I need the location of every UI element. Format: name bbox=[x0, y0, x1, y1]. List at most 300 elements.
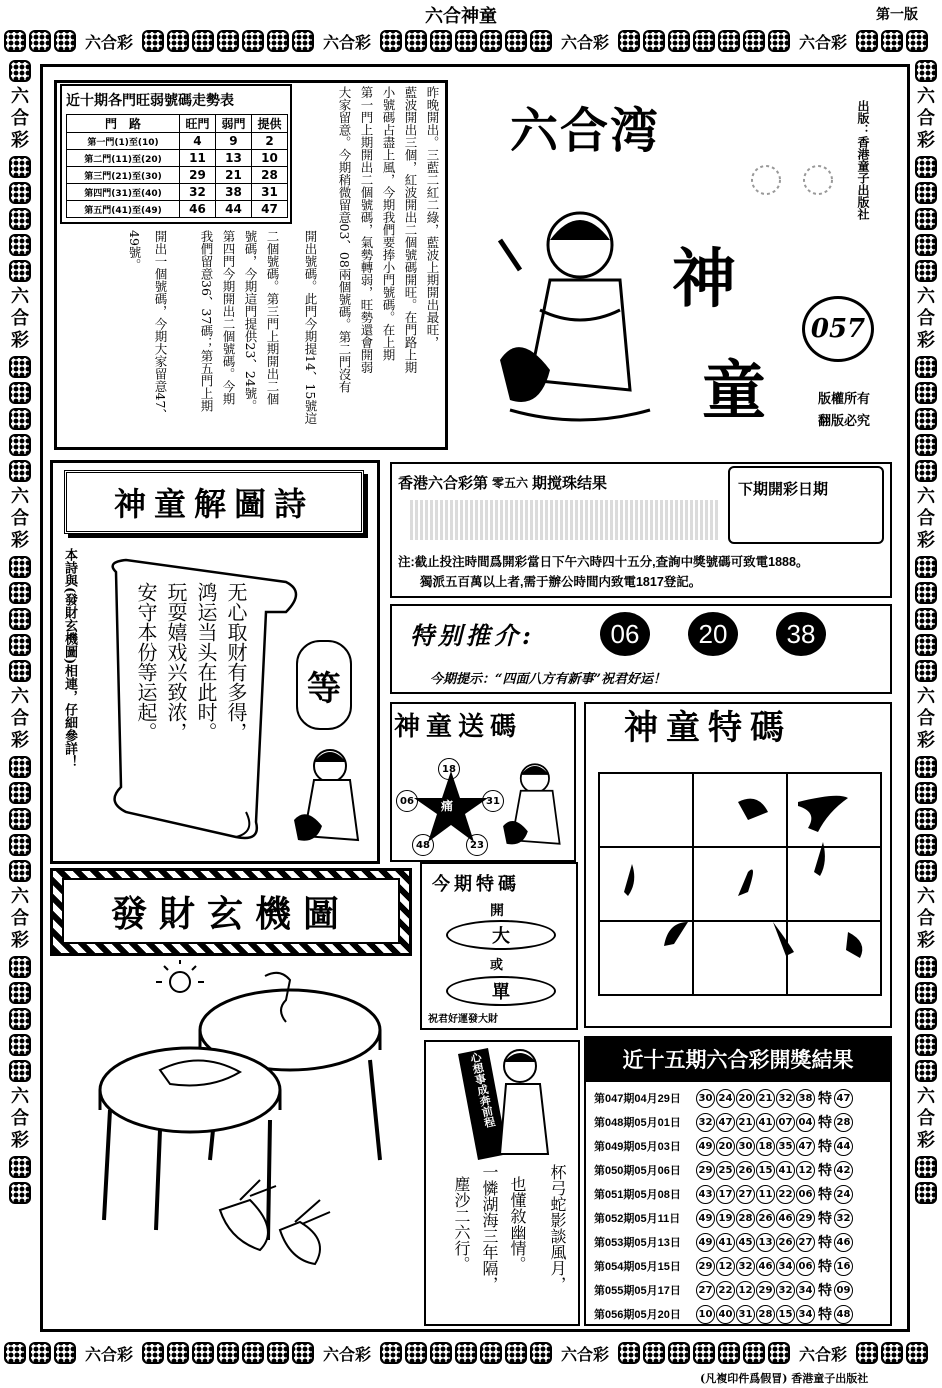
fortune-illustration bbox=[90, 960, 420, 1290]
brand-text: 六合彩 bbox=[11, 86, 29, 151]
child-small-illustration bbox=[286, 740, 372, 850]
result-ball: 12 bbox=[796, 1161, 815, 1180]
dice-icon bbox=[9, 756, 31, 778]
footer-note: (凡複印件爲假冒) 香港童子出版社 bbox=[700, 1372, 869, 1385]
result-ball: 29 bbox=[756, 1281, 775, 1300]
draw-title-left: 香港六合彩第 bbox=[398, 473, 489, 492]
result-ball: 34 bbox=[776, 1257, 795, 1276]
special-ball: 48 bbox=[834, 1305, 853, 1324]
poem-line-1: 无心取财有多得， bbox=[224, 582, 248, 742]
dice-icon bbox=[906, 1342, 928, 1364]
result-ball: 40 bbox=[716, 1305, 735, 1324]
dice-icon bbox=[915, 782, 937, 804]
poem2-line-1: 杯弓蛇影談風月， bbox=[548, 1164, 567, 1292]
today-code-or: 或 bbox=[490, 958, 504, 973]
gate-cell: 第一門(1)至(10) bbox=[67, 133, 180, 150]
dice-icon bbox=[192, 1342, 214, 1364]
special-ball: 28 bbox=[834, 1113, 853, 1132]
dice-icon bbox=[668, 1342, 690, 1364]
coin-icons bbox=[746, 162, 846, 198]
result-ball: 21 bbox=[736, 1113, 755, 1132]
dice-icon bbox=[29, 30, 51, 52]
poem-line-3: 玩耍嬉戏兴致浓， bbox=[164, 582, 188, 742]
result-label: 第048期05月01日 bbox=[594, 1117, 681, 1129]
dice-icon bbox=[9, 834, 31, 856]
result-ball: 49 bbox=[696, 1137, 715, 1156]
dice-icon bbox=[915, 660, 937, 682]
result-ball: 28 bbox=[736, 1209, 755, 1228]
cell: 38 bbox=[215, 184, 251, 201]
result-ball: 12 bbox=[736, 1281, 755, 1300]
gift-number-ball: 48 bbox=[412, 834, 434, 856]
dice-icon bbox=[192, 30, 214, 52]
result-ball: 15 bbox=[756, 1161, 775, 1180]
dice-icon bbox=[9, 608, 31, 630]
brand-text: 六合彩 bbox=[799, 32, 848, 52]
result-ball: 35 bbox=[776, 1137, 795, 1156]
analysis-col: 49號。 bbox=[127, 230, 142, 271]
child-banner-illustration bbox=[448, 1044, 558, 1164]
rights-line-2: 翻版必究 bbox=[818, 414, 871, 429]
result-ball: 27 bbox=[796, 1233, 815, 1252]
analysis-col: 藍波開出三個，紅波開出二個號碼開旺。在門路上期 bbox=[403, 86, 418, 374]
result-ball: 10 bbox=[696, 1305, 715, 1324]
cell: 47 bbox=[251, 201, 287, 218]
special-label: 特 bbox=[818, 1259, 832, 1275]
logo-title-top: 六合湾 bbox=[510, 103, 661, 159]
poem2-line-3: 一憐湖海三年隔， bbox=[480, 1164, 499, 1292]
special-label: 特别推介: bbox=[410, 621, 535, 650]
fortune-title: 發財玄機圖 bbox=[62, 878, 400, 944]
dice-icon bbox=[9, 982, 31, 1004]
dice-icon bbox=[915, 556, 937, 578]
dice-icon bbox=[693, 30, 715, 52]
issue-badge bbox=[802, 296, 874, 362]
special-label: 特 bbox=[818, 1211, 832, 1227]
brand-text: 六合彩 bbox=[11, 486, 29, 551]
special-number-ball: 38 bbox=[776, 612, 826, 656]
dice-icon bbox=[9, 356, 31, 378]
dice-icon bbox=[915, 182, 937, 204]
table-header-row bbox=[67, 115, 288, 133]
special-ball: 09 bbox=[834, 1281, 853, 1300]
dice-icon bbox=[768, 1342, 790, 1364]
cell: 4 bbox=[179, 133, 215, 150]
result-ball: 24 bbox=[716, 1089, 735, 1108]
dice-icon bbox=[915, 834, 937, 856]
dice-icon bbox=[856, 1342, 878, 1364]
result-ball: 45 bbox=[736, 1233, 755, 1252]
result-ball: 31 bbox=[736, 1305, 755, 1324]
special-label: 特 bbox=[818, 1091, 832, 1107]
gate-cell: 第四門(31)至(40) bbox=[67, 184, 180, 201]
poem-note: 本詩與(發財玄機圖)相連，仔細參詳！ bbox=[62, 548, 77, 769]
gate-cell: 第三門(21)至(30) bbox=[67, 167, 180, 184]
result-ball: 28 bbox=[756, 1305, 775, 1324]
brand-text: 六合彩 bbox=[561, 1344, 610, 1364]
poem-line-2: 鸿运当头在此时。 bbox=[194, 582, 218, 742]
result-ball: 49 bbox=[696, 1209, 715, 1228]
brand-text: 六合彩 bbox=[85, 1344, 134, 1364]
dice-icon bbox=[915, 382, 937, 404]
analysis-col: 昨晚開出。三藍二紅二綠，藍波上期開出最旺， bbox=[425, 86, 440, 349]
result-ball: 29 bbox=[696, 1161, 715, 1180]
brand-text: 六合彩 bbox=[11, 286, 29, 351]
result-ball: 06 bbox=[796, 1257, 815, 1276]
dice-icon bbox=[915, 1156, 937, 1178]
result-label: 第052期05月11日 bbox=[594, 1213, 681, 1225]
dice-icon bbox=[915, 756, 937, 778]
brand-text: 六合彩 bbox=[11, 686, 29, 751]
dice-icon bbox=[915, 956, 937, 978]
dice-icon bbox=[455, 30, 477, 52]
result-ball: 41 bbox=[776, 1161, 795, 1180]
cell: 13 bbox=[215, 150, 251, 167]
right-border bbox=[910, 60, 942, 1330]
cell: 44 bbox=[215, 201, 251, 218]
special-tip: 今期提示：“四面八方有新事”祝君好运！ bbox=[430, 672, 666, 687]
dice-icon bbox=[915, 608, 937, 630]
result-ball: 06 bbox=[796, 1185, 815, 1204]
result-ball: 11 bbox=[756, 1185, 775, 1204]
result-ball: 15 bbox=[776, 1305, 795, 1324]
result-ball: 43 bbox=[696, 1185, 715, 1204]
rights-line-1: 版權所有 bbox=[818, 392, 871, 407]
dice-icon bbox=[530, 30, 552, 52]
dice-icon bbox=[915, 356, 937, 378]
draw-note-1: 注:截止投注時間爲開彩當日下午六時四十五分,查詢中獎號碼可致電1888。 bbox=[398, 555, 809, 569]
result-ball: 22 bbox=[716, 1281, 735, 1300]
draw-result-placeholder bbox=[410, 500, 718, 540]
child-figure-illustration bbox=[480, 200, 670, 430]
result-ball: 26 bbox=[736, 1161, 755, 1180]
result-ball: 41 bbox=[756, 1113, 775, 1132]
special-number-ball: 20 bbox=[688, 612, 738, 656]
result-ball: 47 bbox=[796, 1137, 815, 1156]
brand-text: 六合彩 bbox=[917, 886, 935, 951]
brand-text: 六合彩 bbox=[917, 486, 935, 551]
dice-icon bbox=[505, 30, 527, 52]
column-header: 門 路 bbox=[67, 115, 180, 133]
dice-icon bbox=[9, 1008, 31, 1030]
issue-number: 057 bbox=[810, 314, 866, 344]
result-label: 第054期05月15日 bbox=[594, 1261, 681, 1273]
gift-number-ball: 31 bbox=[482, 790, 504, 812]
result-label: 第050期05月06日 bbox=[594, 1165, 681, 1177]
result-ball: 47 bbox=[716, 1113, 735, 1132]
result-row bbox=[594, 1182, 854, 1206]
dice-icon bbox=[718, 1342, 740, 1364]
brand-text: 六合彩 bbox=[917, 1086, 935, 1151]
special-ball: 16 bbox=[834, 1257, 853, 1276]
result-row bbox=[594, 1230, 854, 1254]
result-ball: 32 bbox=[696, 1113, 715, 1132]
result-label: 第055期05月17日 bbox=[594, 1285, 681, 1297]
dice-icon bbox=[9, 156, 31, 178]
publisher-label: 出版：香港童子出版社 bbox=[856, 100, 870, 220]
result-label: 第053期05月13日 bbox=[594, 1237, 681, 1249]
brand-text: 六合彩 bbox=[917, 286, 935, 351]
result-row bbox=[594, 1206, 854, 1230]
result-ball: 30 bbox=[696, 1089, 715, 1108]
brand-text: 六合彩 bbox=[11, 1086, 29, 1151]
column-header: 旺門 bbox=[179, 115, 215, 133]
draw-note-2: 獨派五百萬以上者,需于辦公時間内致電1817登記。 bbox=[420, 575, 702, 589]
cell: 31 bbox=[251, 184, 287, 201]
dice-icon bbox=[881, 30, 903, 52]
gift-number-ball: 23 bbox=[466, 834, 488, 856]
special-label: 特 bbox=[818, 1115, 832, 1131]
analysis-col: 開出一個號碼，今期大家留意47、 bbox=[153, 230, 168, 421]
dice-icon bbox=[9, 182, 31, 204]
dice-icon bbox=[915, 156, 937, 178]
analysis-col: 二個號碼。第三門上期開出二個 bbox=[265, 230, 280, 405]
special-ball: 32 bbox=[834, 1209, 853, 1228]
dice-icon bbox=[455, 1342, 477, 1364]
dice-icon bbox=[167, 1342, 189, 1364]
cell: 46 bbox=[179, 201, 215, 218]
result-row bbox=[594, 1254, 854, 1278]
result-ball: 32 bbox=[776, 1281, 795, 1300]
dice-icon bbox=[142, 30, 164, 52]
result-ball: 17 bbox=[716, 1185, 735, 1204]
dice-icon bbox=[9, 860, 31, 882]
today-code-title: 今期特碼 bbox=[432, 874, 520, 895]
result-label: 第056期05月20日 bbox=[594, 1309, 681, 1321]
special-label: 特 bbox=[818, 1163, 832, 1179]
result-label: 第051期05月08日 bbox=[594, 1189, 681, 1201]
result-ball: 32 bbox=[776, 1089, 795, 1108]
analysis-col: 小號碼占盡上風，今期我們要捧小門號碼。在上期 bbox=[381, 86, 396, 361]
dice-icon bbox=[405, 30, 427, 52]
dice-icon bbox=[915, 434, 937, 456]
cell: 11 bbox=[179, 150, 215, 167]
dice-icon bbox=[380, 30, 402, 52]
result-ball: 13 bbox=[756, 1233, 775, 1252]
today-code-open: 開 bbox=[490, 903, 504, 919]
table-row bbox=[67, 201, 288, 218]
result-ball: 34 bbox=[796, 1305, 815, 1324]
dice-icon bbox=[643, 1342, 665, 1364]
dice-icon bbox=[9, 208, 31, 230]
dice-icon bbox=[9, 234, 31, 256]
today-code-single: 單 bbox=[446, 976, 556, 1006]
special-code-title: 神童特碼 bbox=[624, 708, 792, 748]
dice-icon bbox=[142, 1342, 164, 1364]
dice-icon bbox=[9, 782, 31, 804]
dice-icon bbox=[9, 460, 31, 482]
dice-icon bbox=[9, 556, 31, 578]
dice-icon bbox=[217, 1342, 239, 1364]
result-ball: 20 bbox=[716, 1137, 735, 1156]
trend-table-title: 近十期各門旺弱號碼走勢表 bbox=[66, 93, 234, 109]
gift-title: 神童送碼 bbox=[394, 712, 523, 742]
dice-icon bbox=[167, 30, 189, 52]
dice-icon bbox=[915, 982, 937, 1004]
result-row bbox=[594, 1302, 854, 1326]
page-title: 六合神童 bbox=[425, 6, 497, 27]
dice-icon bbox=[743, 30, 765, 52]
next-draw-label: 下期開彩日期 bbox=[728, 466, 884, 544]
result-ball: 26 bbox=[756, 1209, 775, 1228]
poem-hint-char: 等 bbox=[296, 640, 352, 730]
result-ball: 20 bbox=[736, 1089, 755, 1108]
result-row bbox=[594, 1110, 854, 1134]
brand-text: 六合彩 bbox=[917, 686, 935, 751]
poem2-line-4: 塵沙二六行。 bbox=[452, 1176, 471, 1272]
poem2-line-2: 也懂敘幽情。 bbox=[508, 1176, 527, 1272]
dice-icon bbox=[9, 1060, 31, 1082]
gate-cell: 第二門(11)至(20) bbox=[67, 150, 180, 167]
special-ball: 44 bbox=[834, 1137, 853, 1156]
dice-icon bbox=[643, 30, 665, 52]
dice-icon bbox=[915, 582, 937, 604]
dice-icon bbox=[405, 1342, 427, 1364]
dice-icon bbox=[380, 1342, 402, 1364]
result-ball: 34 bbox=[796, 1281, 815, 1300]
dice-icon bbox=[9, 808, 31, 830]
dice-icon bbox=[480, 30, 502, 52]
dice-icon bbox=[9, 408, 31, 430]
dice-icon bbox=[915, 634, 937, 656]
dice-icon bbox=[915, 234, 937, 256]
dice-icon bbox=[29, 1342, 51, 1364]
cell: 21 bbox=[215, 167, 251, 184]
result-ball: 27 bbox=[696, 1281, 715, 1300]
cell: 2 bbox=[251, 133, 287, 150]
brand-text: 六合彩 bbox=[799, 1344, 848, 1364]
brand-text: 六合彩 bbox=[11, 886, 29, 951]
logo-title-tong: 童 bbox=[702, 354, 766, 429]
poem-line-4: 安守本份等运起。 bbox=[134, 582, 158, 742]
child-small-illustration bbox=[496, 752, 572, 856]
result-ball: 18 bbox=[756, 1137, 775, 1156]
analysis-col: 大家留意。今期稍微留意03、08兩個號碼。第二門沒有 bbox=[337, 86, 352, 393]
gift-number-ball: 18 bbox=[438, 758, 460, 780]
special-ball: 46 bbox=[834, 1233, 853, 1252]
table-row bbox=[67, 133, 288, 150]
top-border bbox=[0, 26, 942, 56]
result-ball: 26 bbox=[776, 1233, 795, 1252]
dice-icon bbox=[915, 460, 937, 482]
table-row bbox=[67, 184, 288, 201]
dice-icon bbox=[743, 1342, 765, 1364]
dice-icon bbox=[9, 660, 31, 682]
table-row bbox=[67, 167, 288, 184]
special-ball: 24 bbox=[834, 1185, 853, 1204]
result-ball: 19 bbox=[716, 1209, 735, 1228]
dice-icon bbox=[915, 408, 937, 430]
dice-icon bbox=[856, 30, 878, 52]
result-row bbox=[594, 1158, 854, 1182]
left-border bbox=[4, 60, 36, 1330]
result-ball: 29 bbox=[796, 1209, 815, 1228]
dice-icon bbox=[915, 60, 937, 82]
results-title: 近十五期六合彩開獎結果 bbox=[584, 1036, 892, 1082]
brand-text: 六合彩 bbox=[323, 1344, 372, 1364]
dice-icon bbox=[9, 634, 31, 656]
analysis-col: 號碼，今期這門提供23、24號。 bbox=[243, 230, 258, 412]
dice-icon bbox=[430, 1342, 452, 1364]
dice-icon bbox=[915, 208, 937, 230]
logo-title-shen: 神 bbox=[672, 242, 736, 317]
analysis-col: 第四門今期開出二個號碼。今期 bbox=[221, 230, 236, 405]
dice-icon bbox=[530, 1342, 552, 1364]
result-label: 第047期04月29日 bbox=[594, 1093, 681, 1105]
dice-icon bbox=[242, 1342, 264, 1364]
special-ball: 42 bbox=[834, 1161, 853, 1180]
result-ball: 21 bbox=[756, 1089, 775, 1108]
dice-icon bbox=[4, 30, 26, 52]
dice-icon bbox=[9, 956, 31, 978]
dice-icon bbox=[9, 582, 31, 604]
dice-icon bbox=[915, 1182, 937, 1204]
special-label: 特 bbox=[818, 1307, 832, 1323]
result-ball: 32 bbox=[736, 1257, 755, 1276]
result-row bbox=[594, 1278, 854, 1302]
dice-icon bbox=[9, 60, 31, 82]
result-ball: 22 bbox=[776, 1185, 795, 1204]
dice-icon bbox=[915, 808, 937, 830]
gift-number-ball: 06 bbox=[396, 790, 418, 812]
dice-icon bbox=[618, 1342, 640, 1364]
dice-icon bbox=[9, 434, 31, 456]
brand-text: 六合彩 bbox=[323, 32, 372, 52]
special-label: 特 bbox=[818, 1187, 832, 1203]
result-ball: 04 bbox=[796, 1113, 815, 1132]
dice-icon bbox=[242, 30, 264, 52]
dice-icon bbox=[915, 260, 937, 282]
result-ball: 29 bbox=[696, 1257, 715, 1276]
analysis-col: 開出號碼。此門今期提14、15號這 bbox=[303, 230, 318, 425]
dice-icon bbox=[881, 1342, 903, 1364]
result-ball: 30 bbox=[736, 1137, 755, 1156]
result-ball: 49 bbox=[696, 1233, 715, 1252]
result-ball: 46 bbox=[756, 1257, 775, 1276]
poem2-banner: 心想事成奔前程 bbox=[467, 1050, 497, 1129]
dice-icon bbox=[718, 30, 740, 52]
puzzle-strokes bbox=[598, 772, 882, 996]
gift-center: 痛 bbox=[441, 799, 454, 813]
cell: 10 bbox=[251, 150, 287, 167]
dice-icon bbox=[9, 1034, 31, 1056]
table-row bbox=[67, 150, 288, 167]
dice-icon bbox=[618, 30, 640, 52]
cell: 28 bbox=[251, 167, 287, 184]
dice-icon bbox=[292, 1342, 314, 1364]
dice-icon bbox=[480, 1342, 502, 1364]
result-row bbox=[594, 1086, 854, 1110]
dice-icon bbox=[9, 382, 31, 404]
cell: 9 bbox=[215, 133, 251, 150]
dice-icon bbox=[217, 30, 239, 52]
dice-icon bbox=[915, 860, 937, 882]
dice-icon bbox=[915, 1060, 937, 1082]
column-header: 提供 bbox=[251, 115, 287, 133]
today-code-bless: 祝君好運發大財 bbox=[428, 1014, 498, 1025]
edition-label: 第一版 bbox=[876, 7, 918, 23]
result-ball: 07 bbox=[776, 1113, 795, 1132]
special-ball: 47 bbox=[834, 1089, 853, 1108]
brand-text: 六合彩 bbox=[85, 32, 134, 52]
dice-icon bbox=[693, 1342, 715, 1364]
today-code-big: 大 bbox=[446, 920, 556, 950]
result-ball: 25 bbox=[716, 1161, 735, 1180]
draw-title-right: 期搅珠结果 bbox=[532, 473, 608, 492]
dice-icon bbox=[267, 30, 289, 52]
trend-table-box bbox=[60, 84, 292, 224]
analysis-col: 我們留意36、37碼；第五門上期 bbox=[199, 230, 214, 412]
